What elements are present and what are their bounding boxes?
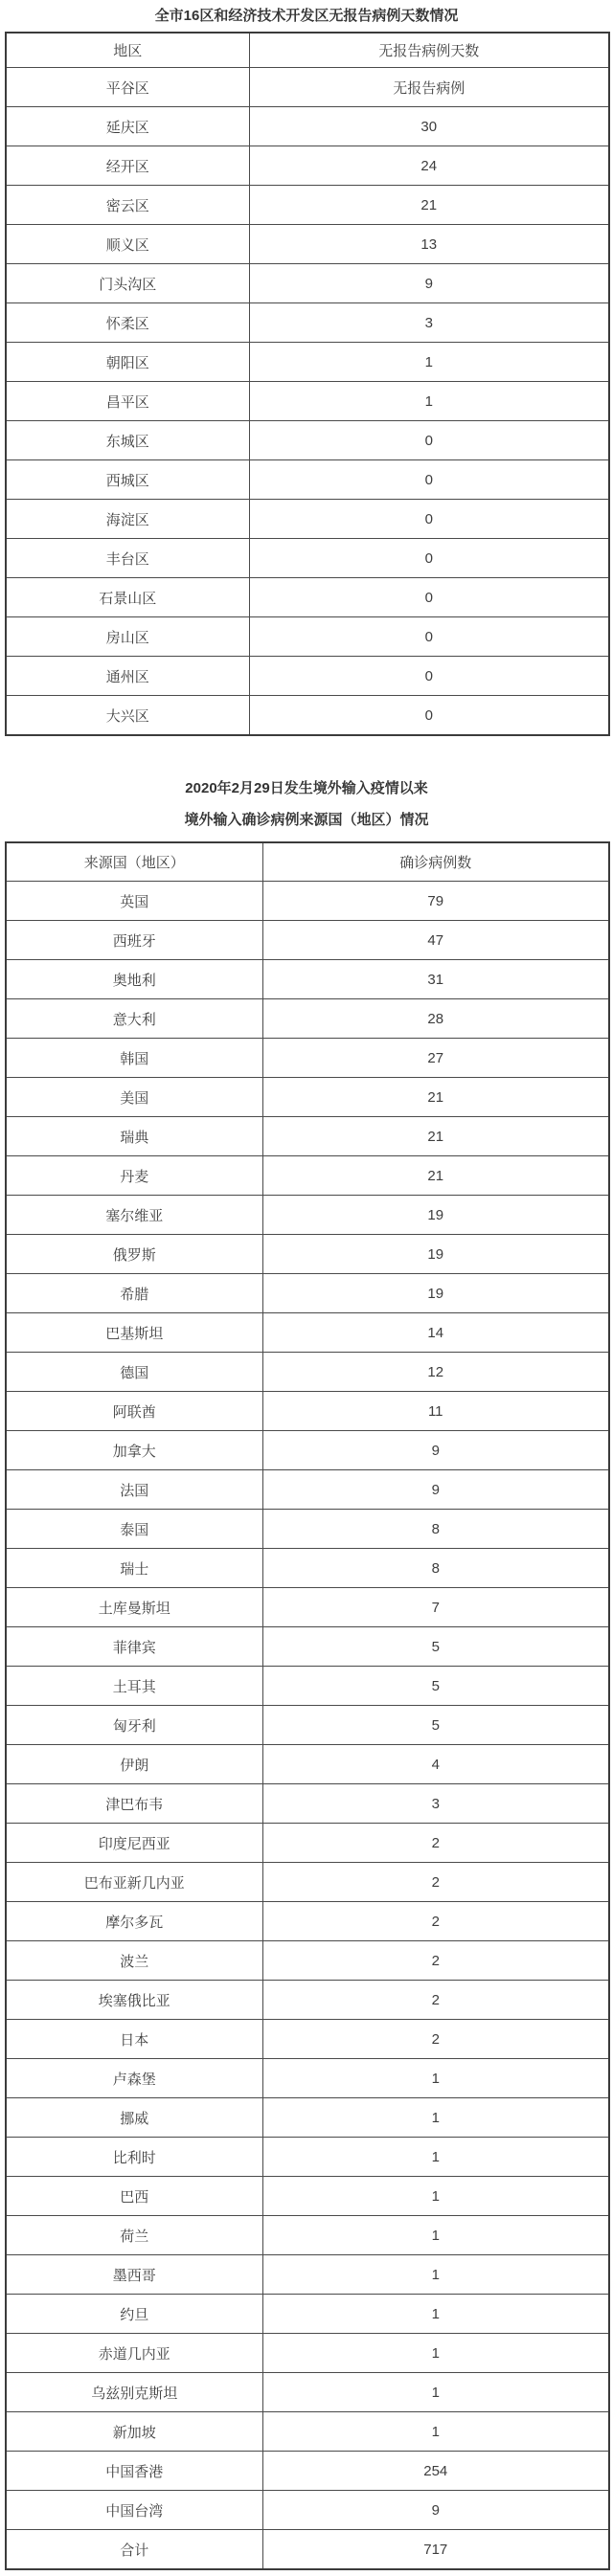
table-cell: 密云区 [6,186,249,225]
table-cell: 无报告病例 [249,68,609,107]
table-cell: 瑞士 [6,1549,262,1588]
table-cell: 昌平区 [6,382,249,421]
table-cell: 0 [249,421,609,460]
table-cell: 东城区 [6,421,249,460]
table-cell: 土库曼斯坦 [6,1588,262,1627]
table-cell: 巴西 [6,2177,262,2216]
table-row [6,2020,609,2059]
table-cell: 荷兰 [6,2216,262,2255]
table-cell: 19 [262,1274,609,1313]
table-cell: 1 [249,382,609,421]
table-row [6,1470,609,1510]
table-row [6,421,609,460]
table-cell: 9 [262,2491,609,2530]
table-cell: 254 [262,2452,609,2491]
table-cell: 9 [262,1470,609,1510]
table-row [6,1824,609,1863]
table-row [6,225,609,264]
table-cell: 21 [249,186,609,225]
table-cell: 门头沟区 [6,264,249,303]
table-row [6,1981,609,2020]
table-row [6,1431,609,1470]
table-cell: 5 [262,1667,609,1706]
table-cell: 摩尔多瓦 [6,1902,262,1941]
table-cell: 匈牙利 [6,1706,262,1745]
table-cell: 塞尔维亚 [6,1196,262,1235]
table-cell: 巴基斯坦 [6,1313,262,1353]
table-cell: 合计 [6,2530,262,2570]
table-row [6,382,609,421]
table-cell: 11 [262,1392,609,1431]
table-row [6,1392,609,1431]
table-cell: 0 [249,617,609,657]
table-cell: 3 [262,1784,609,1824]
table-row [6,1706,609,1745]
table-row [6,2530,609,2570]
table-cell: 4 [262,1745,609,1784]
table2-col-count: 确诊病例数 [262,842,609,882]
table-row [6,303,609,343]
table-cell: 9 [249,264,609,303]
table-cell: 希腊 [6,1274,262,1313]
table-row [6,2216,609,2255]
table1-col-days: 无报告病例天数 [249,33,609,68]
table-cell: 24 [249,146,609,186]
table-row [6,1863,609,1902]
table-cell: 28 [262,999,609,1039]
table-row [6,1667,609,1706]
table1-title: 全市16区和经济技术开发区无报告病例天数情况 [154,8,459,24]
table-cell: 石景山区 [6,578,249,617]
table-row [6,343,609,382]
table-cell: 通州区 [6,657,249,696]
table-row [6,1745,609,1784]
table-cell: 2 [262,1863,609,1902]
table-row [6,186,609,225]
table-cell: 0 [249,696,609,736]
table-header-row [6,33,609,68]
table-cell: 0 [249,539,609,578]
table-cell: 2 [262,1941,609,1981]
table-cell: 1 [262,2373,609,2412]
table-row [6,1941,609,1981]
table-row [6,2098,609,2138]
table-cell: 9 [262,1431,609,1470]
table-cell: 加拿大 [6,1431,262,1470]
table-cell: 31 [262,960,609,999]
table-cell: 墨西哥 [6,2255,262,2295]
table-cell: 丰台区 [6,539,249,578]
table2-col-source: 来源国（地区） [6,842,262,882]
table1-body [6,68,609,736]
table-cell: 怀柔区 [6,303,249,343]
table-cell: 1 [249,343,609,382]
table-cell: 1 [262,2216,609,2255]
table-cell: 德国 [6,1353,262,1392]
table-cell: 新加坡 [6,2412,262,2452]
table-row [6,539,609,578]
imported-cases-table [5,841,610,2570]
table-row [6,1549,609,1588]
table-cell: 埃塞俄比亚 [6,1981,262,2020]
table-cell: 泰国 [6,1510,262,1549]
table-cell: 19 [262,1235,609,1274]
table-cell: 卢森堡 [6,2059,262,2098]
table-row [6,1156,609,1196]
table-cell: 0 [249,657,609,696]
table-cell: 朝阳区 [6,343,249,382]
table-cell: 印度尼西亚 [6,1824,262,1863]
table-row [6,500,609,539]
table-cell: 2 [262,2020,609,2059]
table-cell: 法国 [6,1470,262,1510]
table-cell: 中国台湾 [6,2491,262,2530]
no-case-days-table [5,32,610,736]
table-row [6,2491,609,2530]
table-cell: 7 [262,1588,609,1627]
table-row [6,999,609,1039]
table-cell: 赤道几内亚 [6,2334,262,2373]
table-cell: 21 [262,1078,609,1117]
table-cell: 中国香港 [6,2452,262,2491]
table-row [6,1588,609,1627]
table-row [6,146,609,186]
table-cell: 英国 [6,882,262,921]
table-cell: 2 [262,1824,609,1863]
table-cell: 日本 [6,2020,262,2059]
table-cell: 奥地利 [6,960,262,999]
table-cell: 1 [262,2334,609,2373]
table-row [6,1196,609,1235]
table-cell: 27 [262,1039,609,1078]
table-row [6,2373,609,2412]
table-row [6,2059,609,2098]
table-row [6,1353,609,1392]
table-cell: 1 [262,2412,609,2452]
table-cell: 717 [262,2530,609,2570]
table-cell: 2 [262,1902,609,1941]
table-row [6,2452,609,2491]
table-row [6,1627,609,1667]
table-row [6,460,609,500]
table-cell: 西班牙 [6,921,262,960]
table-cell: 21 [262,1156,609,1196]
table-cell: 瑞典 [6,1117,262,1156]
table-cell: 土耳其 [6,1667,262,1706]
table-row [6,1313,609,1353]
table-cell: 约旦 [6,2295,262,2334]
table-row [6,1078,609,1117]
table-cell: 延庆区 [6,107,249,146]
table2-title [0,773,613,836]
table-row [6,1117,609,1156]
table-row [6,68,609,107]
table-row [6,1274,609,1313]
table-cell: 30 [249,107,609,146]
table-cell: 巴布亚新几内亚 [6,1863,262,1902]
table-row [6,2412,609,2452]
table-row [6,1235,609,1274]
table-cell: 1 [262,2177,609,2216]
table-cell: 1 [262,2098,609,2138]
table-cell: 平谷区 [6,68,249,107]
table-cell: 19 [262,1196,609,1235]
table-cell: 1 [262,2255,609,2295]
table-cell: 房山区 [6,617,249,657]
table-cell: 21 [262,1117,609,1156]
table-row [6,1039,609,1078]
table-cell: 1 [262,2059,609,2098]
table-row [6,578,609,617]
table2-header [6,842,609,882]
table-cell: 丹麦 [6,1156,262,1196]
table-cell: 0 [249,460,609,500]
table-cell: 1 [262,2295,609,2334]
table-cell: 0 [249,578,609,617]
table-row [6,2138,609,2177]
table-cell: 乌兹别克斯坦 [6,2373,262,2412]
table-row [6,696,609,736]
table-row [6,617,609,657]
table-row [6,921,609,960]
table-row [6,1902,609,1941]
table-cell: 5 [262,1706,609,1745]
table2-body [6,882,609,2570]
table-cell: 海淀区 [6,500,249,539]
table2-title-line2: 境外输入确诊病例来源国（地区）情况 [184,812,429,828]
table-cell: 挪威 [6,2098,262,2138]
table-cell: 津巴布韦 [6,1784,262,1824]
table-cell: 西城区 [6,460,249,500]
table-cell: 3 [249,303,609,343]
table-cell: 顺义区 [6,225,249,264]
table-cell: 经开区 [6,146,249,186]
table-cell: 14 [262,1313,609,1353]
table-row [6,2334,609,2373]
table-cell: 1 [262,2138,609,2177]
table-row [6,2177,609,2216]
table-row [6,264,609,303]
table-cell: 阿联酋 [6,1392,262,1431]
table2-title-line1: 2020年2月29日发生境外输入疫情以来 [185,780,428,796]
table-row [6,657,609,696]
table-cell: 俄罗斯 [6,1235,262,1274]
table-cell: 大兴区 [6,696,249,736]
table-cell: 12 [262,1353,609,1392]
table-row [6,1510,609,1549]
table-cell: 2 [262,1981,609,2020]
table-cell: 47 [262,921,609,960]
table-cell: 伊朗 [6,1745,262,1784]
table-cell: 美国 [6,1078,262,1117]
table-cell: 8 [262,1510,609,1549]
table-row [6,960,609,999]
table1-col-district: 地区 [6,33,249,68]
table-cell: 13 [249,225,609,264]
table-row [6,1784,609,1824]
table-row [6,107,609,146]
table-cell: 波兰 [6,1941,262,1981]
table-row [6,2255,609,2295]
table-cell: 菲律宾 [6,1627,262,1667]
table-cell: 79 [262,882,609,921]
table1-header [6,33,609,68]
table-cell: 8 [262,1549,609,1588]
table-cell: 意大利 [6,999,262,1039]
table-cell: 5 [262,1627,609,1667]
table-cell: 韩国 [6,1039,262,1078]
table-header-row [6,842,609,882]
table-row [6,882,609,921]
table-cell: 0 [249,500,609,539]
table-cell: 比利时 [6,2138,262,2177]
table-row [6,2295,609,2334]
